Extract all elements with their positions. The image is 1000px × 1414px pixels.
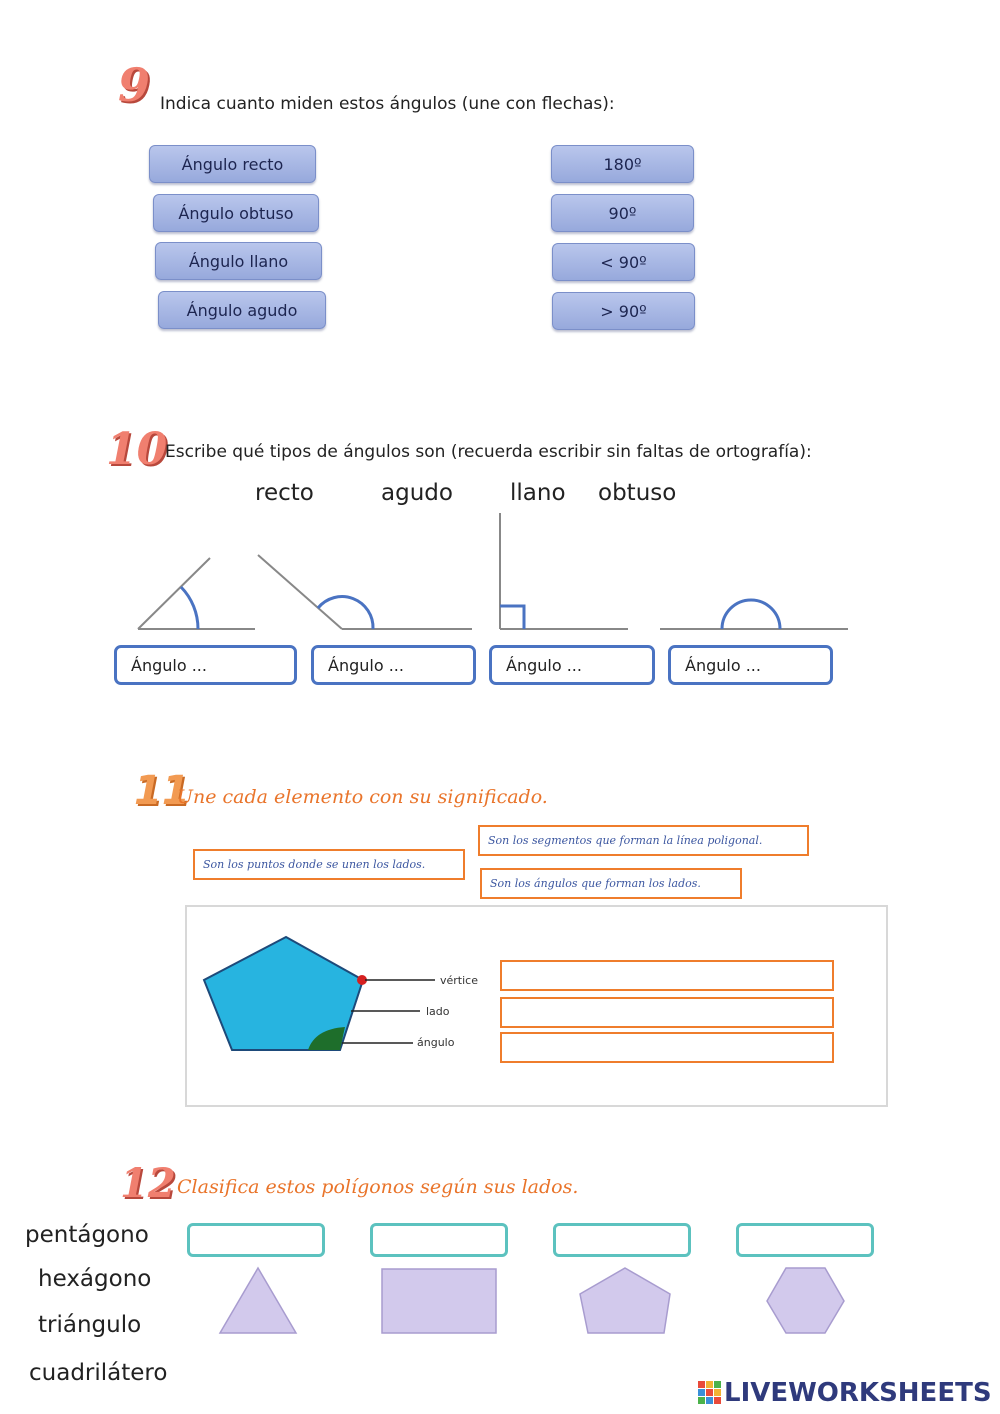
definition-angulo[interactable]: Son los ángulos que forman los lados.	[480, 868, 742, 899]
pentagon-diagram	[185, 905, 505, 1105]
word-obtuso: obtuso	[598, 480, 677, 506]
angle-name-obtuso[interactable]: Ángulo obtuso	[153, 194, 319, 232]
word-recto: recto	[255, 480, 314, 506]
definition-vertice[interactable]: Son los puntos donde se unen los lados.	[193, 849, 465, 880]
triangle-shape	[220, 1268, 296, 1333]
exercise-9-number: 9	[118, 58, 151, 112]
obtuse-angle-figure	[258, 555, 472, 629]
liveworksheets-logo	[698, 1378, 992, 1408]
label-vertice: vértice	[440, 974, 478, 987]
answer-box-3[interactable]: Ángulo ...	[489, 645, 655, 685]
answer-lado-box[interactable]	[500, 997, 834, 1028]
answer-vertice-box[interactable]	[500, 960, 834, 991]
logo-grid-icon	[698, 1381, 722, 1405]
polygon-answer-2[interactable]	[370, 1223, 508, 1257]
straight-angle-figure	[660, 600, 848, 629]
answer-angulo-box[interactable]	[500, 1032, 834, 1063]
angle-measure-more-90[interactable]: > 90º	[552, 292, 695, 330]
angle-measure-90[interactable]: 90º	[551, 194, 694, 232]
acute-angle-figure	[138, 558, 255, 629]
definition-lado[interactable]: Son los segmentos que forman la línea poligonal.	[478, 825, 809, 856]
angle-figures	[0, 505, 1000, 645]
rectangle-shape	[382, 1269, 496, 1333]
angle-measure-less-90[interactable]: < 90º	[552, 243, 695, 281]
exercise-12-number: 12	[120, 1160, 176, 1207]
exercise-10-title: Escribe qué tipos de ángulos son (recuerda escribir sin faltas de ortografía):	[165, 442, 812, 462]
pentagon-shape	[580, 1268, 670, 1333]
right-angle-figure	[500, 513, 628, 629]
angle-name-agudo[interactable]: Ángulo agudo	[158, 291, 326, 329]
polygon-answer-1[interactable]	[187, 1223, 325, 1257]
exercise-10-number: 10	[106, 424, 168, 475]
answer-box-4[interactable]: Ángulo ...	[668, 645, 833, 685]
exercise-12-title: Clasifica estos polígonos según sus lados.	[177, 1176, 579, 1198]
word-llano: llano	[510, 480, 566, 506]
answer-box-1[interactable]: Ángulo ...	[114, 645, 297, 685]
polygon-shapes	[0, 1260, 1000, 1340]
bank-hexagono: hexágono	[38, 1266, 152, 1292]
word-agudo: agudo	[381, 480, 453, 506]
angle-measure-180[interactable]: 180º	[551, 145, 694, 183]
answer-box-2[interactable]: Ángulo ...	[311, 645, 476, 685]
bank-triangulo: triángulo	[38, 1312, 142, 1338]
bank-cuadrilatero: cuadrilátero	[29, 1360, 168, 1386]
logo-text: LIVEWORKSHEETS	[724, 1378, 992, 1408]
polygon-answer-4[interactable]	[736, 1223, 874, 1257]
angle-name-recto[interactable]: Ángulo recto	[149, 145, 316, 183]
exercise-11-title: Une cada elemento con su significado.	[177, 786, 548, 808]
polygon-answer-3[interactable]	[553, 1223, 691, 1257]
exercise-9-title: Indica cuanto miden estos ángulos (une con flechas):	[160, 94, 615, 114]
exercise-11-number: 11	[134, 768, 190, 814]
hexagon-shape	[767, 1268, 844, 1333]
label-angulo: ángulo	[417, 1036, 455, 1049]
bank-pentagono: pentágono	[25, 1222, 149, 1248]
label-lado: lado	[426, 1005, 450, 1018]
angle-name-llano[interactable]: Ángulo llano	[155, 242, 322, 280]
